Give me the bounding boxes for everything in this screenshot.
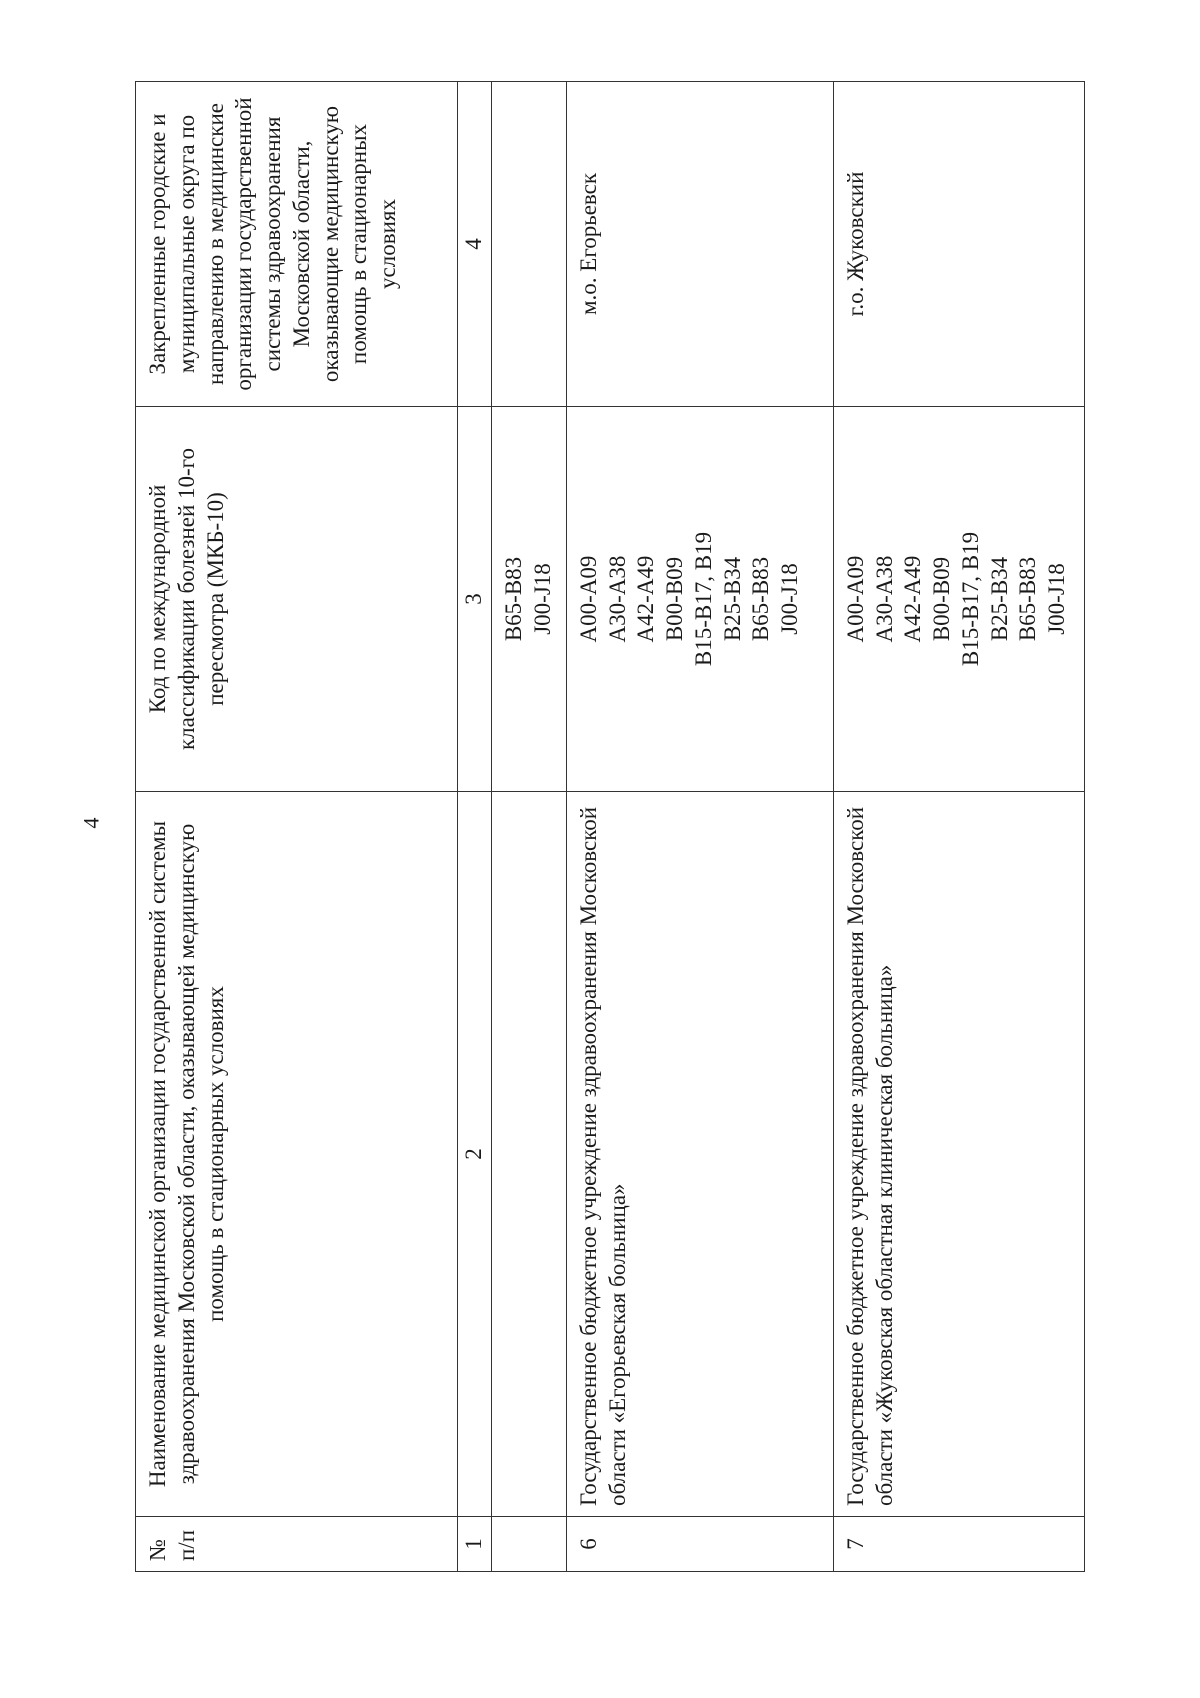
district-name: м.о. Егорьевск: [566, 82, 833, 407]
column-number: 4: [458, 82, 492, 407]
table-cell: [491, 792, 566, 1517]
icd-code: B25-B34: [719, 556, 745, 642]
header-districts: Закрепленные городские и муниципальные округа по направлению в медицинские организации государственной системы здравоохранения Московской области, оказывающие медицинскую помощь в стационарных условиях: [136, 82, 458, 407]
table-row: [833, 82, 1084, 1572]
icd-code: A30-A38: [871, 555, 897, 643]
organization-name: Государственное бюджетное учреждение здравоохранения Московской области «Жуковская областная клиническая больница»: [833, 792, 1084, 1517]
icd-code: B25-B34: [986, 556, 1012, 642]
icd-code: A42-A49: [900, 555, 926, 643]
row-number: 7: [833, 1517, 1084, 1572]
row-number: 6: [566, 1517, 833, 1572]
icd-code: B65-B83: [1015, 556, 1041, 642]
icd-code: B15-B17, B19: [690, 531, 716, 667]
header-num: № п/п: [136, 1517, 458, 1572]
icd-codes-cell: [566, 407, 833, 792]
district-name: г.о. Жуковский: [833, 82, 1084, 407]
icd-code: A42-A49: [633, 555, 659, 643]
icd-codes-cell: [491, 407, 566, 792]
column-number: 3: [458, 407, 492, 792]
page-number: 4: [78, 817, 104, 829]
table-row: [566, 82, 833, 1572]
continuation-row: [491, 82, 566, 1572]
table-header-row: [136, 82, 458, 1572]
icd-code: B65-B83: [748, 556, 774, 642]
column-number: 2: [458, 792, 492, 1517]
header-organization: Наименование медицинской организации государственной системы здравоохранения Московской области, оказывающей медицинскую помощь в стационарных условиях: [136, 792, 458, 1517]
table-cell: [491, 82, 566, 407]
column-number: 1: [458, 1517, 492, 1572]
rotated-table-canvas: [135, 82, 1085, 1572]
icd-code: J00-J18: [529, 563, 555, 635]
icd-code: A00-A09: [575, 555, 601, 643]
icd-code: B00-B09: [929, 556, 954, 642]
icd-code: J00-J18: [1044, 563, 1069, 635]
icd-code: B65-B83: [500, 556, 526, 642]
icd-code: B15-B17, B19: [957, 531, 983, 667]
icd-code: A30-A38: [604, 555, 630, 643]
table-cell: [491, 1517, 566, 1572]
header-icd-code: Код по международной классификации болезней 10-го пересмотра (МКБ-10): [136, 407, 458, 792]
icd-code: B00-B09: [662, 556, 687, 642]
icd-code: J00-J18: [777, 563, 802, 635]
organization-name: Государственное бюджетное учреждение здравоохранения Московской области «Егорьевская больница»: [566, 792, 833, 1517]
icd-code: A00-A09: [842, 555, 868, 643]
icd-codes-cell: [833, 407, 1084, 792]
hospital-assignment-table: [135, 81, 1085, 1572]
column-number-row: [458, 82, 492, 1572]
